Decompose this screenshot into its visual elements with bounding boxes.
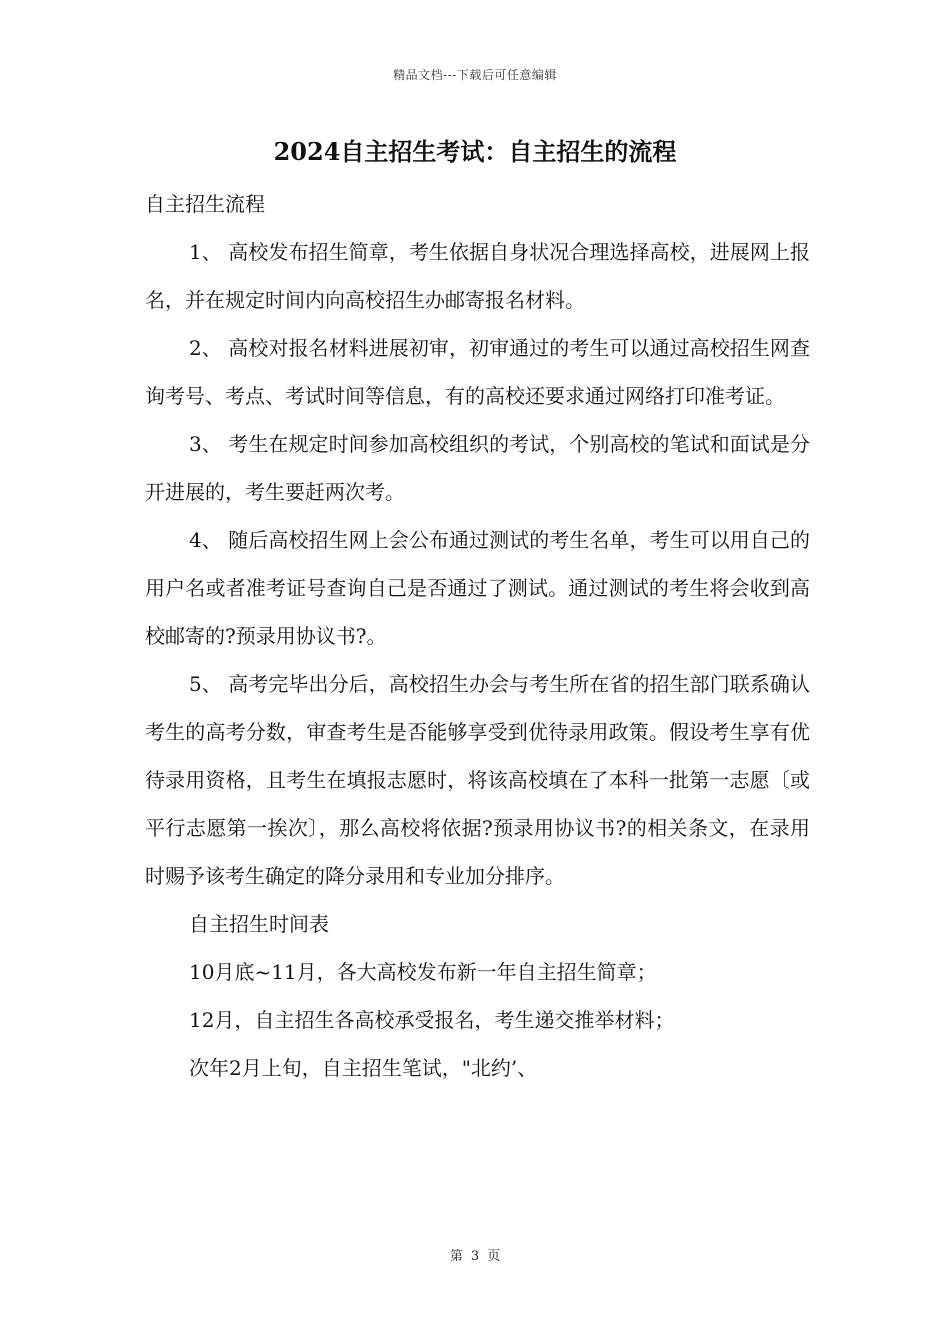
- page-header: 精品文档---下载后可任意编辑: [393, 68, 557, 82]
- step-4-paragraph: 4、 随后高校招生网上会公布通过测试的考生名单，考生可以用自己的用户名或者准考证号查询自己是否通过了测试。通过测试的考生将会收到高校邮寄的?预录用协议书?。: [145, 528, 810, 648]
- step-3-paragraph: 3、 考生在规定时间参加高校组织的考试，个别高校的笔试和面试是分开进展的，考生要赶两次考。: [145, 432, 810, 504]
- timeline-item: 10月底~11月，各大高校发布新一年自主招生简章；: [189, 960, 657, 984]
- section-heading-timeline: 自主招生时间表: [189, 912, 329, 936]
- page-footer: [0, 1245, 950, 1264]
- document-body: [145, 180, 810, 1092]
- timeline-item: 次年2月上旬，自主招生笔试，"北约’、: [189, 1056, 538, 1080]
- document-title: 2024自主招生考试：自主招生的流程: [273, 137, 677, 166]
- timeline-item: 12月，自主招生各高校承受报名，考生递交推举材料；: [189, 1008, 675, 1032]
- footer-prefix: 第: [449, 1249, 463, 1264]
- step-5-paragraph: 5、 高考完毕出分后，高校招生办会与考生所在省的招生部门联系确认考生的高考分数，审查考生是否能够享受到优待录用政策。假设考生享有优待录用资格，且考生在填报志愿时，将该高校填在了本科一批第一志愿〔或平行志愿第一挨次〕，那么高校将依据?预录用协议书?的相关条文，在录用时赐予该考生确定的降分录用和专业加分排序。: [145, 672, 810, 888]
- section-heading-process: 自主招生流程: [145, 192, 265, 216]
- page-number: 3: [470, 1249, 480, 1264]
- footer-suffix: 页: [487, 1249, 501, 1264]
- step-2-paragraph: 2、 高校对报名材料进展初审，初审通过的考生可以通过高校招生网查询考号、考点、考试时间等信息，有的高校还要求通过网络打印准考证。: [145, 336, 810, 408]
- step-1-paragraph: 1、 高校发布招生简章，考生依据自身状况合理选择高校，进展网上报名，并在规定时间内向高校招生办邮寄报名材料。: [145, 240, 810, 312]
